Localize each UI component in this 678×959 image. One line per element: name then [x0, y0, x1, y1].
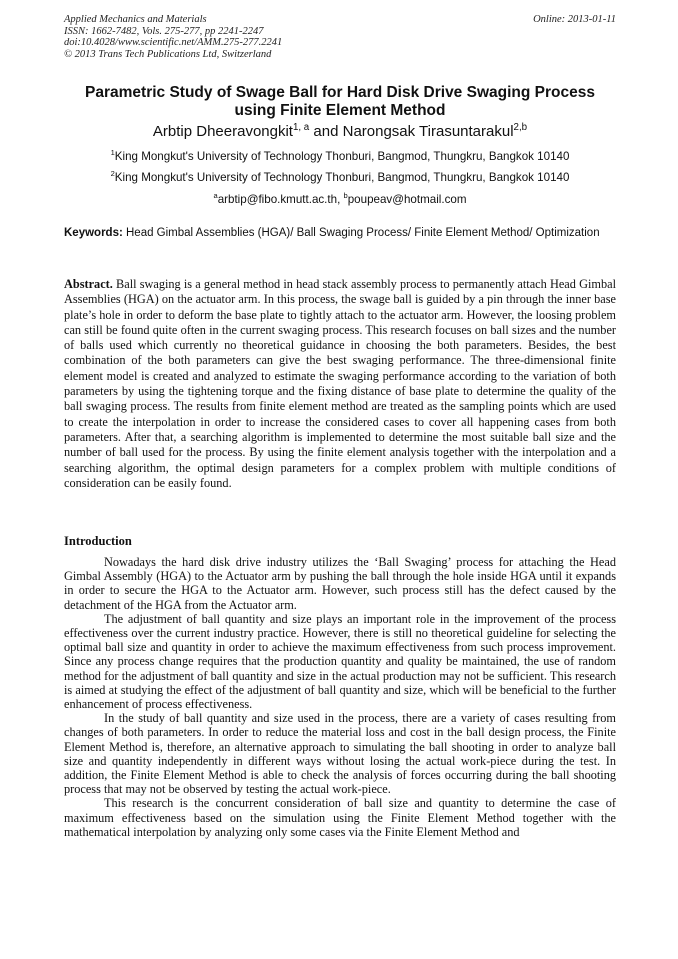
email-b[interactable]: poupeav@hotmail.com — [347, 193, 467, 206]
abstract-label: Abstract. — [64, 277, 113, 291]
paragraph: In the study of ball quantity and size used in the process, there are a variety of cases resulting from changes of both parameters. In order to reduce the material loss and cost in the ball design process, the Finite Element Method is, therefore, an alternative approach to simulating the ball shooting in order to analyze ball size and quantity independently in different ways without losing the actual work-piece during the test. In addition, the Finite Element Method is able to check the analysis of forces occurring during the ball shooting process that may not be observed by testing the actual work-piece. — [64, 711, 616, 797]
email-separator: , — [337, 193, 344, 206]
author-2-superscript: 2,b — [513, 122, 528, 133]
email-line — [64, 193, 616, 207]
email-a[interactable]: arbtip@fibo.kmutt.ac.th — [217, 193, 338, 206]
copyright-line: © 2013 Trans Tech Publications Ltd, Switzerland — [64, 48, 272, 60]
paragraph: Nowadays the hard disk drive industry utilizes the ‘Ball Swaging’ process for attaching the Head Gimbal Assembly (HGA) to the Actuator arm by pushing the ball through the hole inside HGA until it expands in order to secure the HGA to the Actuator arm. However, such process still has the defect caused by the detachment of the HGA from the Actuator arm. — [64, 555, 616, 612]
affiliation-1 — [64, 150, 616, 164]
author-1-superscript: 1, a — [292, 122, 310, 133]
keywords — [64, 226, 616, 241]
affiliation-2 — [64, 171, 616, 185]
issn-line: ISSN: 1662-7482, Vols. 275-277, pp 2241-2247 — [64, 25, 264, 37]
paragraph: This research is the concurrent consideration of ball size and quantity to determine the case of maximum effectiveness based on the simulation using the Finite Element Method together with the mathematical interpolation by analyzing only some cases via the Finite Element Method and — [64, 796, 616, 839]
doi-line: doi:10.4028/www.scientific.net/AMM.275-277.2241 — [64, 37, 283, 48]
email-a-superscript: a — [213, 191, 218, 201]
author-1: Arbtip Dheeravongkit — [152, 123, 293, 140]
affiliation-1-superscript: 1 — [110, 148, 115, 158]
affiliation-2-text: King Mongkut's University of Technology Thonburi, Bangmod, Thungkru, Bangkok 10140 — [114, 171, 570, 184]
online-date: Online: 2013-01-11 — [533, 14, 616, 25]
affiliation-2-superscript: 2 — [110, 169, 115, 179]
author-line — [64, 123, 616, 141]
journal-header — [64, 14, 616, 60]
author-conjunction: and — [309, 123, 343, 140]
author-2: Narongsak Tirasuntarakul — [342, 123, 514, 140]
keywords-text: Head Gimbal Assemblies (HGA)/ Ball Swaging Process/ Finite Element Method/ Optimization — [122, 227, 600, 239]
paragraph: The adjustment of ball quantity and size plays an important role in the improvement of the process effectiveness over the current industry practice. However, there is still no theoretical guideline for selecting the optimal ball size and quantity in order to achieve the maximum effectiveness from such process improvement. Since any process change requires that the production quantity and quality be maintained, the use of random method for the adjustment of ball quantity and size in the actual production may not be sufficient. This research is aimed at studying the effect of the adjustment of ball quantity and size, which will be beneficial to the further enhancement of process effectiveness. — [64, 611, 616, 712]
abstract-text: Ball swaging is a general method in head stack assembly process to permanently attach Head Gimbal Assemblies (HGA) on the actuator arm. In this process, the swage ball is guided by a pin through the inner base plate’s hole in order to deform the base plate to tightly attach to the actuator arm. However, the loosing problem can still be found quite often in the current swaging process. This research focuses on ball sizes and the number of balls used which currently no theoretical guidance in choosing the both parameters. Besides, the best combination of the both parameters can give the best swaging performance. The three-dimensional finite element model is created and analyzed to estimate the swaging performance according to the variation of both parameters by using the tightening torque and the fixing distance of base plate to determine the quality of the ball swaging process. The results from finite element method are treated as the sampling points which are used to create the interpolation in order to increase the considered cases to cover all happening cases from both parameters. After that, a searching algorithm is implemented to determine the most suitable ball size and the number of ball used for the process. By using the finite element analysis together with the interpolation and a searching algorithm, the optimal design parameters for a complex problem with multiple conditions of consideration can be easily found. — [64, 277, 616, 490]
introduction-body — [64, 555, 616, 839]
paper-title: Parametric Study of Swage Ball for Hard Disk Drive Swaging Process using Finite Element Method — [85, 84, 595, 119]
journal-name: Applied Mechanics and Materials — [64, 14, 207, 25]
affiliation-1-text: King Mongkut's University of Technology Thonburi, Bangmod, Thungkru, Bangkok 10140 — [114, 150, 570, 163]
keywords-label: Keywords: — [64, 227, 123, 239]
introduction-heading: Introduction — [64, 534, 132, 548]
abstract — [64, 277, 616, 491]
email-b-superscript: b — [343, 191, 348, 201]
